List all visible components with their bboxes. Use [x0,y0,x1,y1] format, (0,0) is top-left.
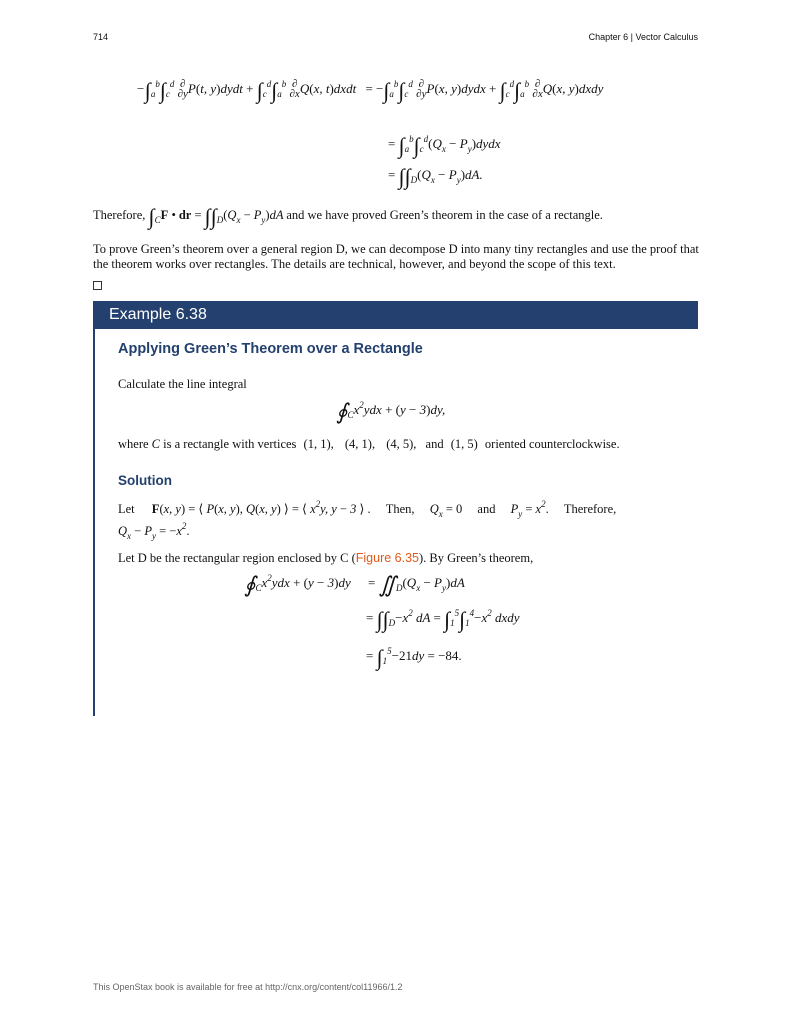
example-title: Applying Green’s Theorem over a Rectangle [118,341,423,357]
example-intro: Calculate the line integral [118,377,247,391]
solution-then: Then, [385,502,415,516]
solution-line-1 [118,497,616,522]
footer-license: This OpenStax book is available for free at http://cnx.org/content/col11966/1.2 [93,982,403,992]
condition-mid: is a rectangle with vertices [163,437,297,451]
vertex-and: and [425,437,444,451]
figure-link[interactable]: Figure 6.35 [355,551,419,565]
therefore-suffix: and we have proved Green’s theorem in the case of a rectangle. [286,208,603,222]
final-line-3: = $\int_1^5-21dy = -84$. [366,645,462,670]
chapter-title: Chapter 6 | Vector Calculus [588,32,698,42]
condition-suffix: oriented counterclockwise. [484,437,620,451]
qed-box [93,281,102,290]
solution-let: Let [118,502,135,516]
example-label: Example 6.38 [109,306,207,323]
equation-line-1-left: $-\int_a^b\int_c^d$ ∂ ∂yP(t, y)dydt + $\int_c^d\int_a^b$ ∂ ∂xQ(x, t)dxdt [136,78,360,103]
equation-line-1 [136,78,696,118]
therefore-prefix: Therefore, [93,208,146,222]
page-number: 714 [93,32,109,42]
final-line-1-left: $∮_Cx^2ydx + (y - 3)dy$ [244,572,351,597]
example-header [93,301,698,329]
equation-line-1-right: = $-\int_a^b\int_c^d$ ∂ ∂yP(x, y)dydx + $\int_c^d\int_a^b$ ∂ ∂xQ(x, y)dxdy [365,78,604,103]
equation-line-2: = $\int_a^b\int_c^d(Q_x$ − $P_y)dydx$ [388,133,501,158]
solution-therefore: Therefore, [563,502,617,516]
region-sentence [118,551,533,566]
solution-line-2: $Q_x - P_y = -x^2$. [118,521,190,541]
condition-prefix: where [118,437,149,451]
therefore-formula: $\int_CF$ • dr = $\int\int_D(Q_x - P_y)dA$ [148,204,287,229]
final-line-2: = $\int\int_D-x^2$ dA = $\int_1^5\int_1^4-x^2$ dxdy [366,607,520,632]
region-sentence-end: ). By Green’s theorem, [419,551,534,565]
solution-and: and [477,502,496,516]
vertex-4: (1, 5) [450,437,478,451]
final-line-1-right: = $∬_D(Q_x - P_y)dA$ [368,572,465,597]
example-line-integral: $∮_Cx^2ydx + (y - 3)dy$, [336,399,446,424]
vertex-1: (1, 1), [303,437,334,451]
therefore-line [93,204,603,229]
equation-line-3: = $\int\int_D(Q_x - P_y)dA$. [388,164,483,189]
solution-qx: $Q_x = 0$ [429,502,463,519]
example-left-rule [93,329,95,716]
vertex-3: (4, 5), [386,437,417,451]
solution-py: $P_y = x^2$. [510,499,549,519]
solution-field: F(x, y) = ⟨ P(x, y), Q(x, y) ⟩ = ⟨ $x^2y$, y − 3 ⟩ . [151,499,371,516]
vertex-2: (4, 1), [344,437,376,451]
final-line-1 [244,572,465,598]
general-region-paragraph: To prove Green’s theorem over a general region D, we can decompose D into many tiny rectangles and use the proof that the theorem works over rectangles. The details are technical, however, and beyond the scope of this text. [93,242,699,271]
solution-heading: Solution [118,473,172,488]
example-condition [118,437,620,452]
region-sentence-start: Let D be the rectangular region enclosed by C ( [118,551,356,565]
condition-var: C [151,437,161,451]
